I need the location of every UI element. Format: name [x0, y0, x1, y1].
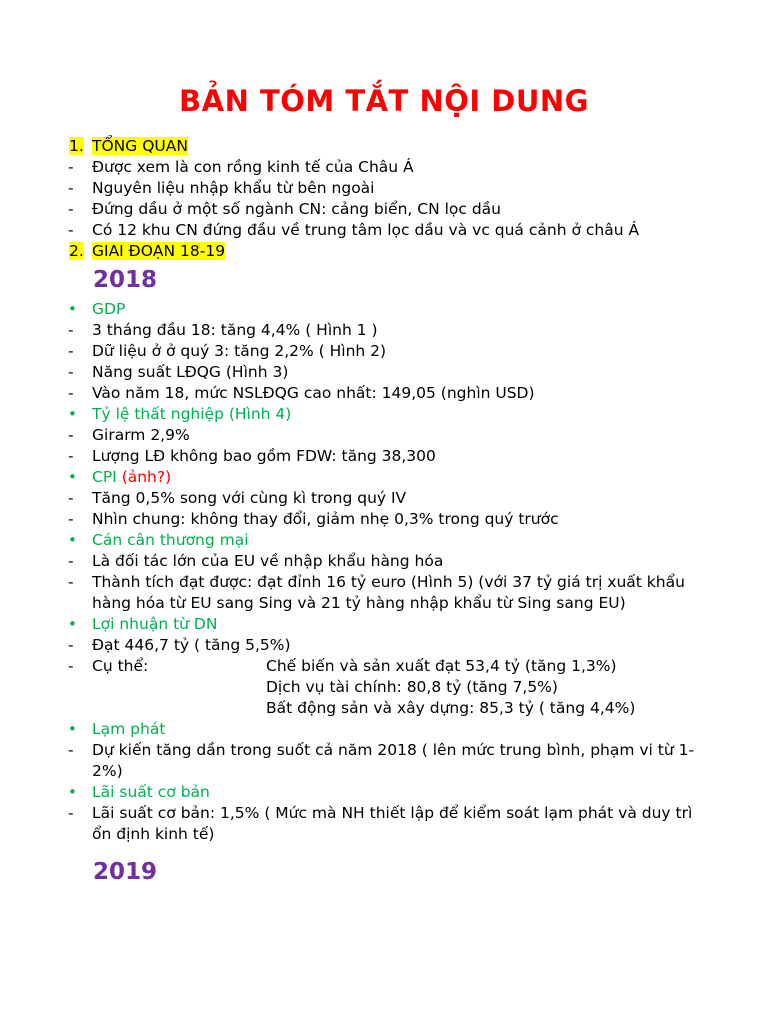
- dash-marker: -: [68, 510, 74, 528]
- dash-marker: -: [68, 657, 74, 675]
- list-item: - Vào năm 18, mức NSLĐQG cao nhất: 149,05 (nghìn USD): [68, 384, 535, 402]
- list-item: [0, 656, 768, 677]
- year-heading-2018: 2018: [93, 267, 158, 293]
- dash-marker: -: [68, 200, 74, 218]
- document-title: BẢN TÓM TẮT NỘI DUNG: [179, 84, 589, 118]
- list-item: - 3 tháng đầu 18: tăng 4,4% ( Hình 1 ): [68, 321, 378, 339]
- dash-marker: -: [68, 384, 74, 402]
- year-heading-2019: 2019: [93, 859, 158, 885]
- list-item: - Tăng 0,5% song với cùng kì trong quý IV: [68, 489, 407, 507]
- dash-marker: -: [68, 636, 74, 654]
- list-item: - Là đối tác lớn của EU về nhập khẩu hàng hóa: [68, 552, 444, 570]
- dash-marker: -: [68, 321, 74, 339]
- detail-label: Cụ thể:: [92, 657, 149, 675]
- subsection-business-profit: • Lợi nhuận từ DN: [68, 615, 218, 633]
- bullet-icon: •: [68, 300, 77, 318]
- document-content: [0, 136, 768, 888]
- dash-marker: -: [68, 363, 74, 381]
- cpi-note: (ảnh?): [121, 468, 172, 486]
- bullet-icon: •: [68, 468, 77, 486]
- dash-marker: -: [68, 552, 74, 570]
- list-item: - Đứng dầu ở một số ngành CN: cảng biển, CN lọc dầu: [68, 200, 502, 218]
- list-item: - Lãi suất cơ bản: 1,5% ( Mức mà NH thiết lập để kiểm soát lạm phát và duy trì ổn định kinh tế): [68, 804, 693, 843]
- dash-marker: -: [68, 741, 74, 759]
- dash-marker: -: [68, 221, 74, 239]
- dash-marker: -: [68, 489, 74, 507]
- dash-marker: -: [68, 426, 74, 444]
- list-item: - Thành tích đạt được: đạt đỉnh 16 tỷ euro (Hình 5) (với 37 tỷ giá trị xuất khẩu hàng hóa từ EU sang Sing và 21 tỷ hàng nhập khẩu từ Sing sang EU): [68, 573, 685, 612]
- section-heading-period: [0, 241, 768, 262]
- list-item: - Nhìn chung: không thay đổi, giảm nhẹ 0,3% trong quý trước: [68, 510, 559, 528]
- section-2-number: 2.: [69, 242, 84, 260]
- section-heading-overview: [0, 136, 768, 157]
- subsection-base-rate: • Lãi suất cơ bản: [68, 783, 210, 801]
- detail-item: Dịch vụ tài chính: 80,8 tỷ (tăng 7,5%): [266, 678, 558, 696]
- dash-marker: -: [68, 573, 74, 591]
- dash-marker: -: [68, 342, 74, 360]
- subsection-unemployment: • Tỷ lệ thất nghiệp (Hình 4): [68, 405, 292, 423]
- list-item: - Lượng LĐ không bao gồm FDW: tăng 38,300: [68, 447, 436, 465]
- subsection-trade-balance: • Cán cân thương mại: [68, 531, 249, 549]
- dash-marker: -: [68, 804, 74, 822]
- list-item: - Được xem là con rồng kinh tế của Châu Á: [68, 158, 414, 176]
- bullet-icon: •: [68, 783, 77, 801]
- list-item: - Đạt 446,7 tỷ ( tăng 5,5%): [68, 636, 291, 654]
- list-item: - Girarm 2,9%: [68, 426, 190, 444]
- list-item: - Nguyên liệu nhập khẩu từ bên ngoài: [68, 179, 375, 197]
- subsection-inflation: • Lạm phát: [68, 720, 166, 738]
- dash-marker: -: [68, 158, 74, 176]
- detail-item: Chế biến và sản xuất đạt 53,4 tỷ (tăng 1,3%): [266, 657, 617, 675]
- dash-marker: -: [68, 179, 74, 197]
- list-item: - Dữ liệu ở ở quý 3: tăng 2,2% ( Hình 2): [68, 342, 387, 360]
- bullet-icon: •: [68, 531, 77, 549]
- section-1-heading: TỔNG QUAN: [92, 137, 188, 155]
- bullet-icon: •: [68, 720, 77, 738]
- bullet-icon: •: [68, 405, 77, 423]
- list-item: - Có 12 khu CN đứng đầu về trung tâm lọc dầu và vc quá cảnh ở châu Á: [68, 221, 640, 239]
- list-item: - Dự kiến tăng dần trong suốt cả năm 2018 ( lên mức trung bình, phạm vi từ 1-2%): [68, 741, 695, 780]
- bullet-icon: •: [68, 615, 77, 633]
- detail-item: Bất động sản và xây dựng: 85,3 tỷ ( tăng 4,4%): [266, 699, 636, 717]
- section-2-heading: GIAI ĐOẠN 18-19: [92, 242, 226, 260]
- subsection-cpi: • CPI (ảnh?): [68, 468, 172, 486]
- dash-marker: -: [68, 447, 74, 465]
- section-1-number: 1.: [69, 137, 84, 155]
- subsection-gdp: • GDP: [68, 300, 126, 318]
- list-item: - Năng suất LĐQG (Hình 3): [68, 363, 289, 381]
